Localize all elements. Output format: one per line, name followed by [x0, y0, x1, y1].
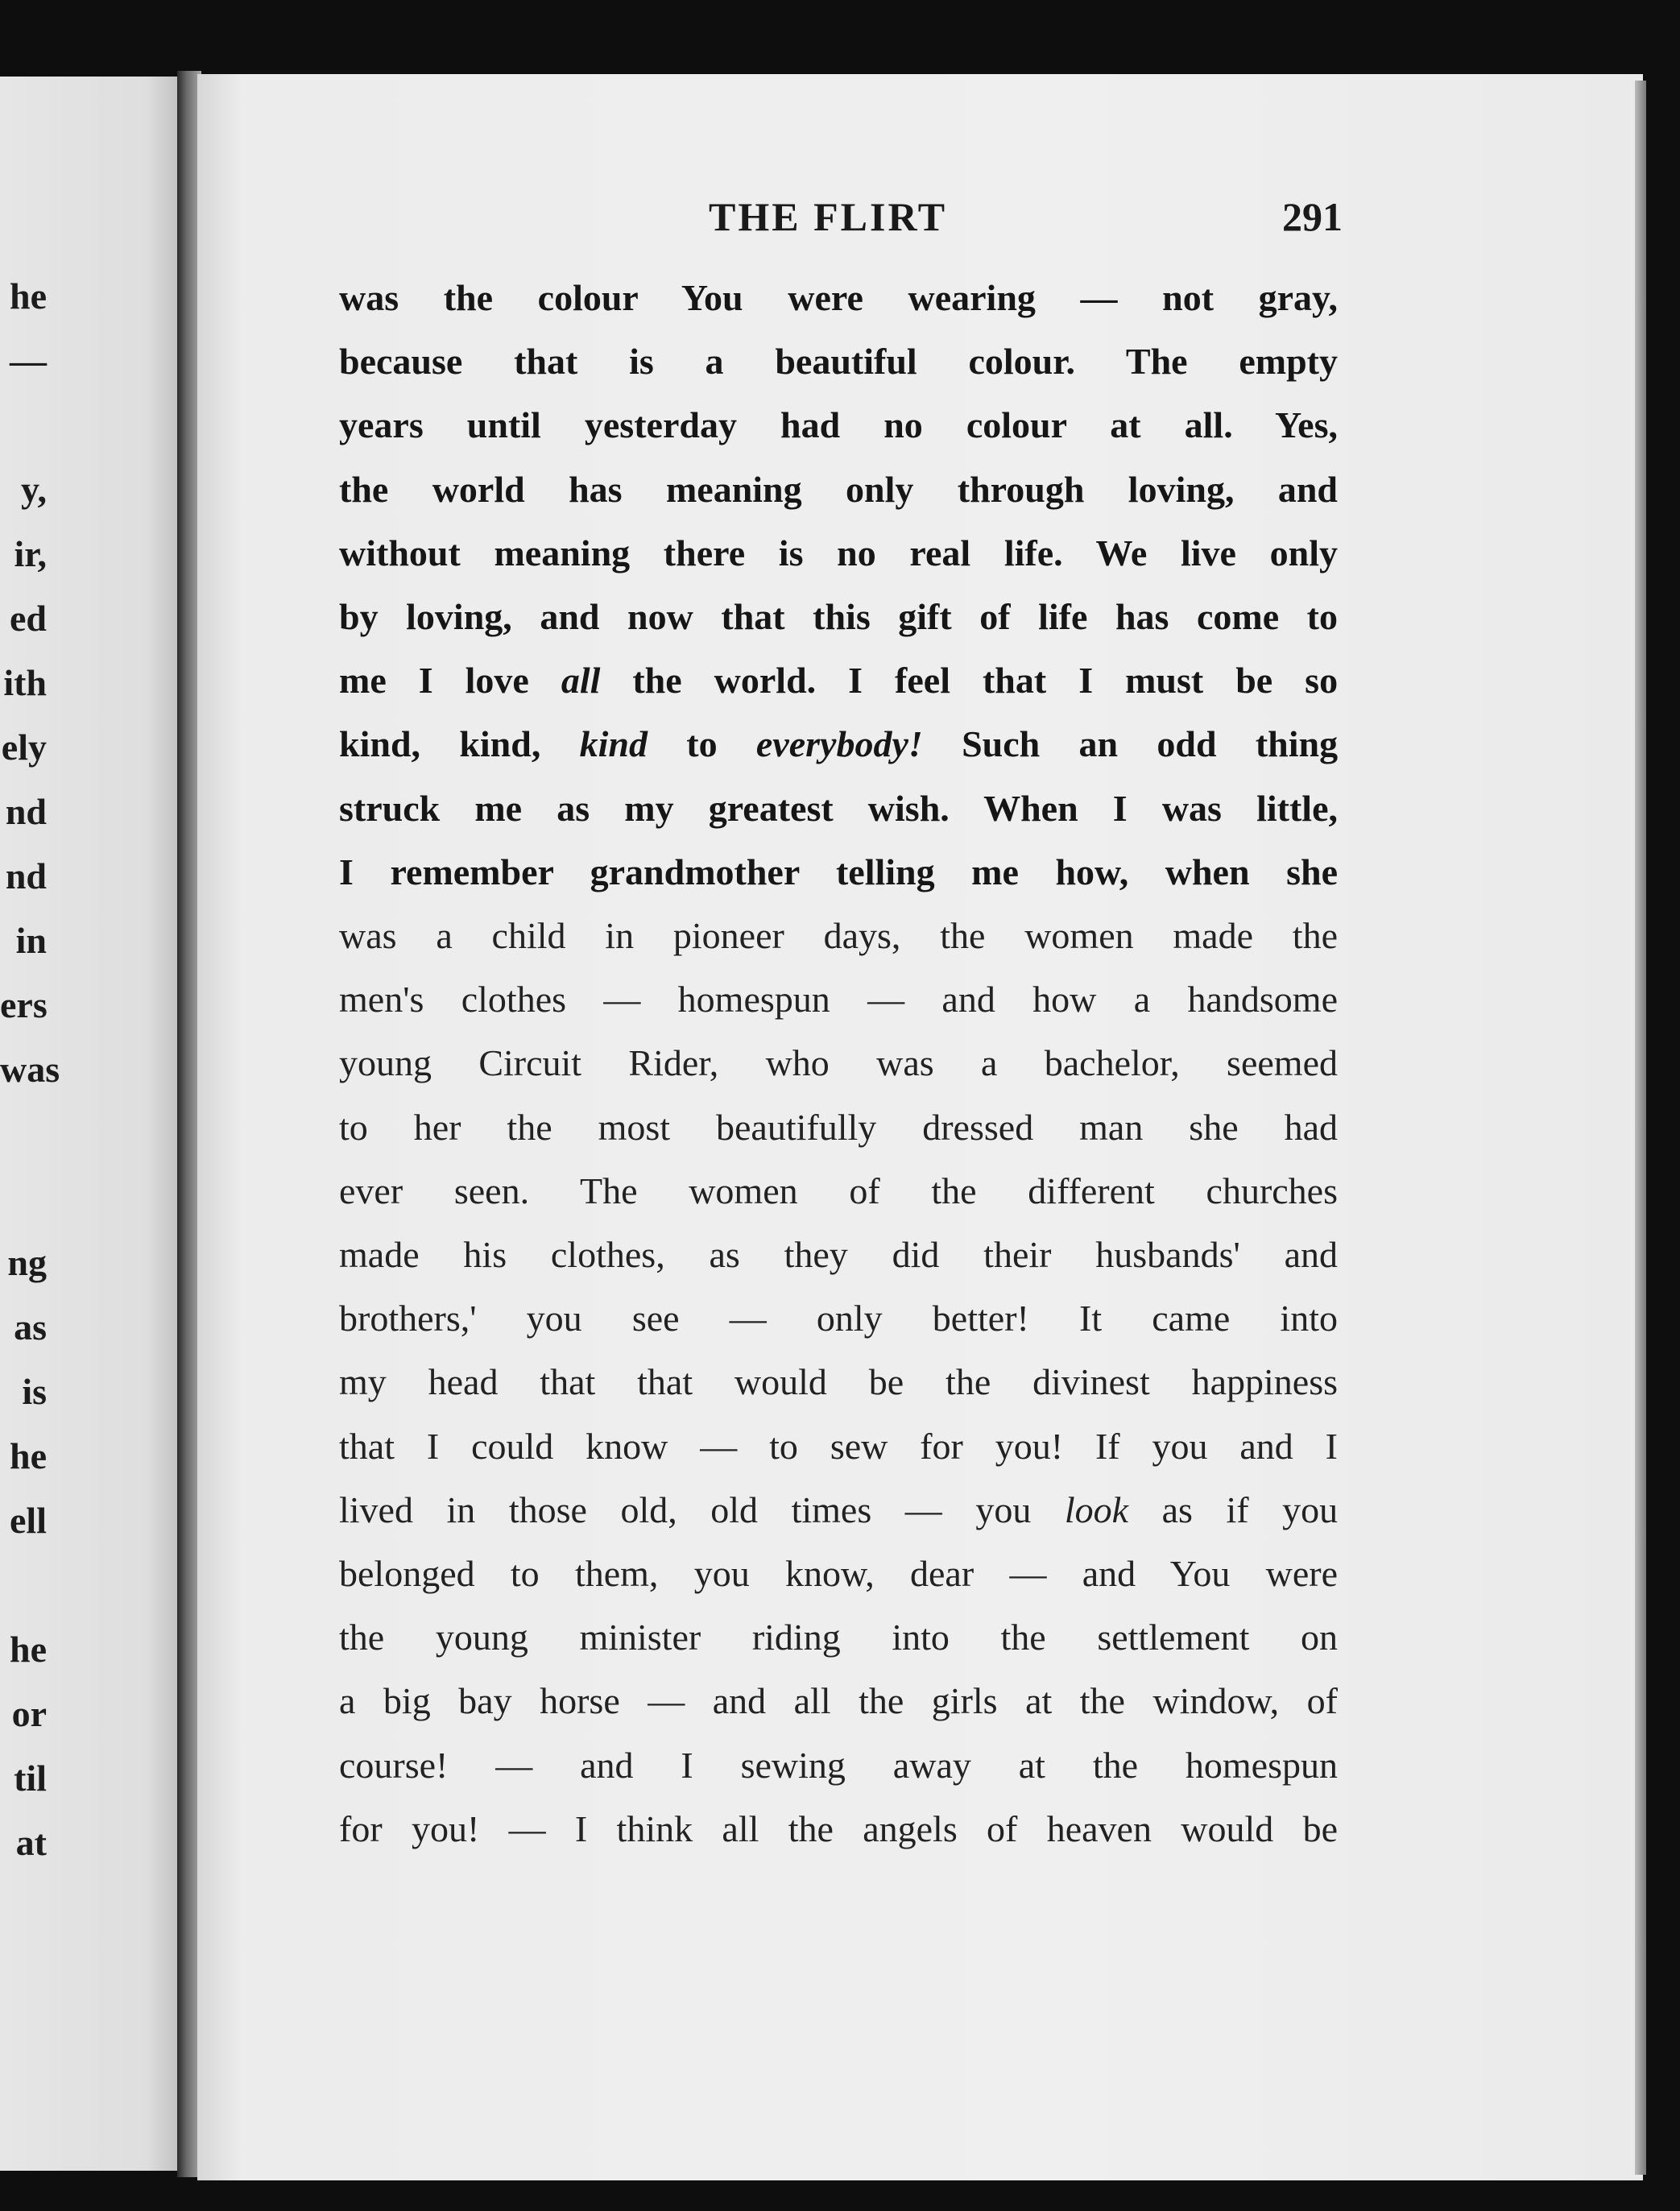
italic-word: kind	[579, 723, 648, 764]
left-page-fragment: til	[14, 1758, 47, 1799]
left-page-fragment: he	[10, 275, 47, 317]
text-line: course! — and I sewing away at the homespun	[339, 1745, 1338, 1786]
left-page-fragment: was	[0, 1049, 60, 1090]
text-line: was a child in pioneer days, the women made the	[339, 915, 1338, 956]
left-page-fragment: as	[14, 1306, 47, 1348]
text-line: without meaning there is no real life. We live only	[339, 532, 1338, 573]
left-page-fragment: —	[10, 340, 47, 381]
text-line: my head that that would be the divinest happiness	[339, 1361, 1338, 1402]
text-line: to her the most beautifully dressed man she had	[339, 1107, 1338, 1148]
left-page-fragment: at	[15, 1822, 47, 1863]
left-page-fragment: ell	[10, 1500, 47, 1541]
text-line: a big bay horse — and all the girls at the window, of	[339, 1680, 1338, 1721]
left-page-fragment: he	[10, 1435, 47, 1476]
left-page-fragment: ng	[7, 1242, 47, 1283]
page-number: 291	[1282, 194, 1343, 239]
left-page-fragment: he	[10, 1629, 47, 1670]
italic-word: look	[1064, 1489, 1129, 1530]
right-page-edge	[1635, 81, 1646, 2175]
left-page-fragment: is	[22, 1371, 47, 1412]
text-line: struck me as my greatest wish. When I was little,	[339, 788, 1338, 829]
left-page-fragment: ir,	[14, 533, 47, 574]
text-line: the young minister riding into the settlement on	[339, 1617, 1338, 1658]
text-line: for you! — I think all the angels of heaven would be	[339, 1808, 1338, 1849]
italic-word: everybody!	[755, 723, 923, 764]
text-line: kind, kind, kind to everybody! Such an odd thing	[339, 723, 1338, 764]
running-head: THE FLIRT	[709, 194, 948, 239]
text-line: ever seen. The women of the different churches	[339, 1170, 1338, 1211]
left-page-fragment: or	[11, 1693, 47, 1734]
text-line: me I love all the world. I feel that I must be so	[339, 660, 1338, 701]
text-line: was the colour You were wearing — not gray,	[339, 277, 1338, 318]
left-page-fragment: ith	[3, 662, 47, 703]
text-line: brothers,' you see — only better! It came into	[339, 1298, 1338, 1339]
text-line: years until yesterday had no colour at all. Yes,	[339, 404, 1338, 445]
left-page-fragment: ely	[1, 727, 47, 768]
left-page-fragment: nd	[5, 791, 47, 832]
text-line: I remember grandmother telling me how, when she	[339, 851, 1338, 892]
italic-word: all	[561, 660, 601, 701]
text-line: young Circuit Rider, who was a bachelor, seemed	[339, 1042, 1338, 1083]
left-page-fragment: in	[15, 920, 47, 961]
text-line: that I could know — to sew for you! If you and I	[339, 1426, 1338, 1467]
left-page-fragment: y,	[21, 469, 47, 510]
left-page-fragment: ers	[0, 984, 48, 1025]
text-line: belonged to them, you know, dear — and You were	[339, 1553, 1338, 1594]
text-line: the world has meaning only through loving, and	[339, 469, 1338, 510]
text-line: because that is a beautiful colour. The empty	[339, 341, 1338, 382]
text-line: men's clothes — homespun — and how a handsome	[339, 979, 1338, 1020]
text-line: made his clothes, as they did their husbands' and	[339, 1234, 1338, 1275]
text-line: by loving, and now that this gift of life has come to	[339, 596, 1338, 637]
left-page-fragment: ed	[10, 598, 47, 639]
text-line: lived in those old, old times — you look as if you	[339, 1489, 1338, 1530]
left-page-fragment: nd	[5, 855, 47, 896]
